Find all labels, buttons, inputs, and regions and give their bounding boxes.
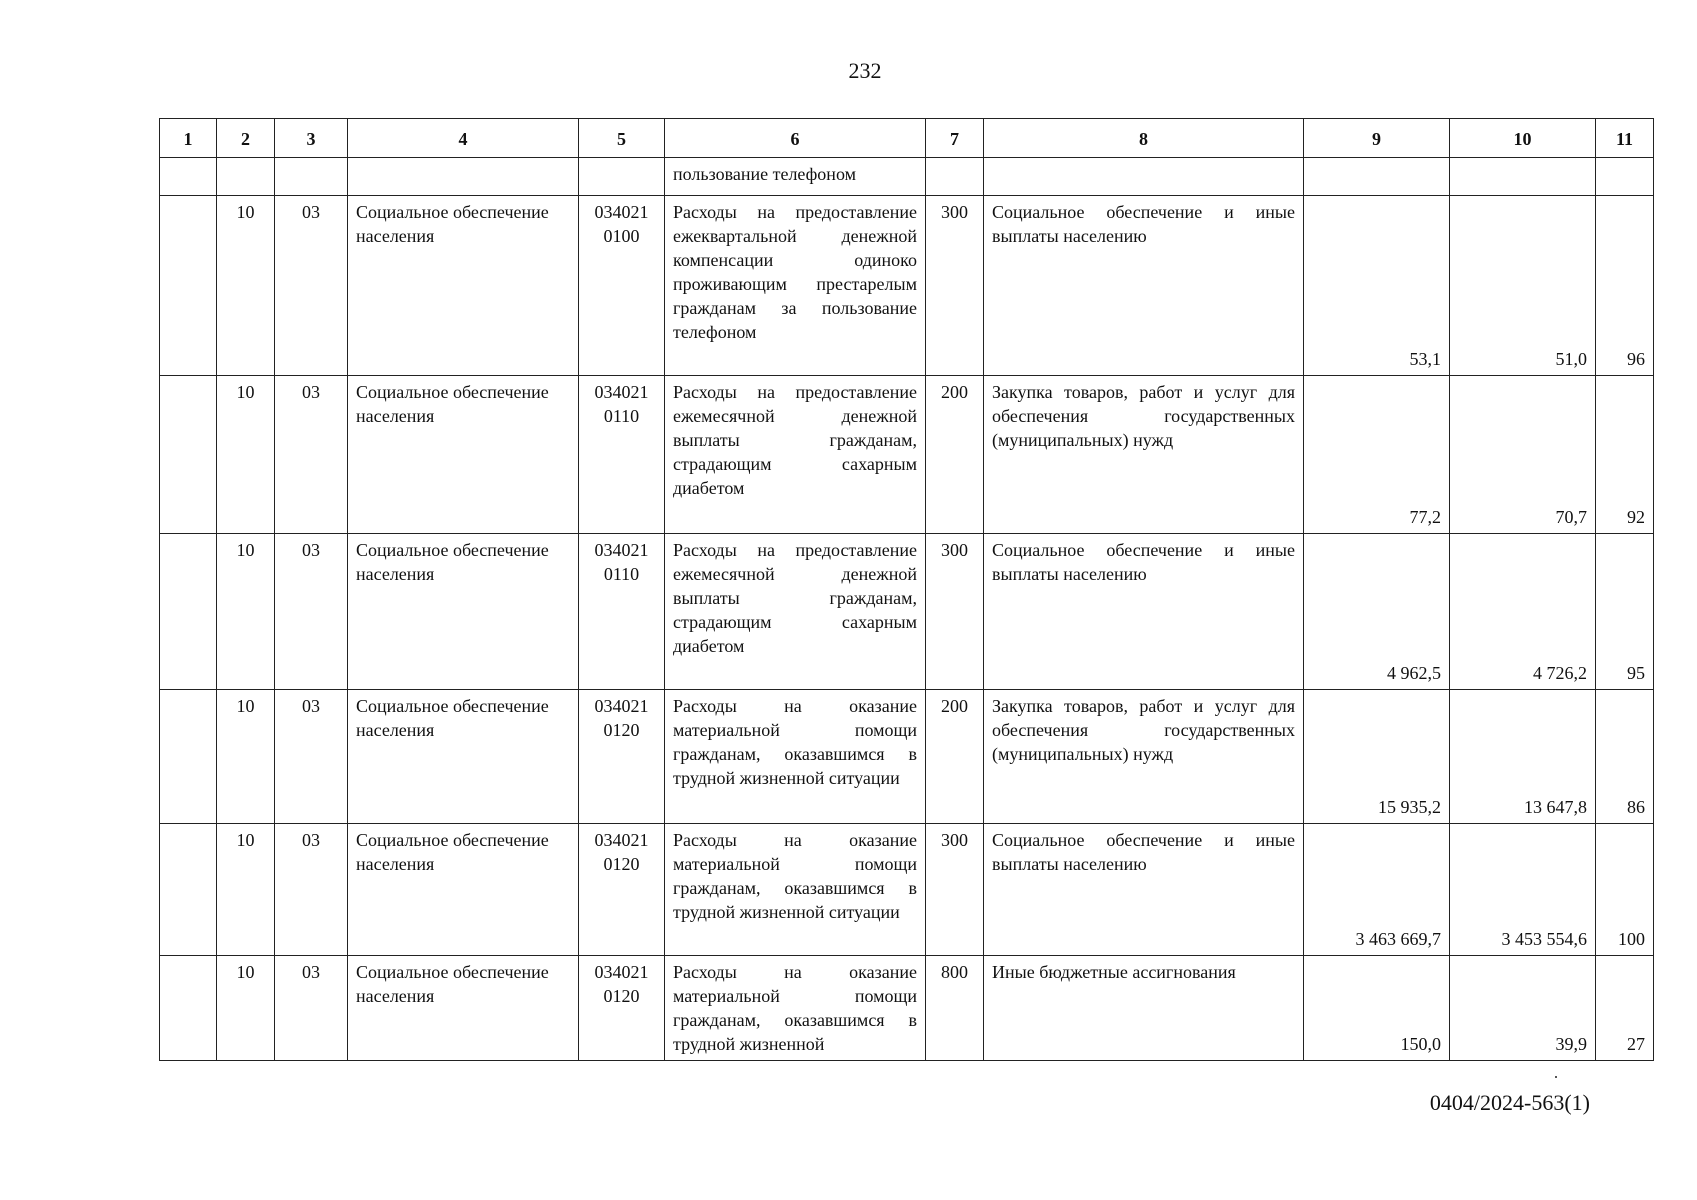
cell-target-code: 034021 0120 (579, 956, 665, 1061)
column-header: 6 (665, 119, 926, 158)
cell-subsection: 03 (275, 824, 348, 956)
table-row (160, 196, 1654, 376)
document-code: 0404/2024-563(1) (1429, 1090, 1590, 1115)
cell-subsection-name: Социальное обеспечение населения (348, 690, 579, 824)
column-header: 2 (217, 119, 275, 158)
cell-subsection: 03 (275, 196, 348, 376)
cell-col1 (160, 196, 217, 376)
cell-percent: 100 (1596, 824, 1654, 956)
cell-col1 (160, 158, 217, 196)
cell-subsection: 03 (275, 376, 348, 534)
cell-section: 10 (217, 534, 275, 690)
cell-subsection-name (348, 158, 579, 196)
cell-target-name: Расходы на предоставление ежеквартальной денежной компенсации одиноко проживающим престарелым гражданам за пользование телефоном (665, 196, 926, 376)
cell-target-code: 034021 0110 (579, 376, 665, 534)
cell-subsection-name: Социальное обеспечение населения (348, 956, 579, 1061)
cell-expense-type-name: Социальное обеспечение и иные выплаты населению (984, 196, 1304, 376)
cell-expense-type-name: Социальное обеспечение и иные выплаты населению (984, 534, 1304, 690)
cell-subsection-name: Социальное обеспечение населения (348, 376, 579, 534)
cell-plan: 53,1 (1304, 196, 1450, 376)
cell-section (217, 158, 275, 196)
column-header: 10 (1450, 119, 1596, 158)
cell-target-code: 034021 0120 (579, 690, 665, 824)
column-header: 1 (160, 119, 217, 158)
cell-actual: 13 647,8 (1450, 690, 1596, 824)
cell-plan: 150,0 (1304, 956, 1450, 1061)
cell-expense-type-name: Закупка товаров, работ и услуг для обеспечения государственных (муниципальных) нужд (984, 690, 1304, 824)
cell-section: 10 (217, 376, 275, 534)
cell-plan: 4 962,5 (1304, 534, 1450, 690)
cell-section: 10 (217, 690, 275, 824)
cell-target-name: пользование телефоном (665, 158, 926, 196)
table-row (160, 956, 1654, 1061)
cell-subsection-name: Социальное обеспечение населения (348, 534, 579, 690)
cell-actual: 39,9 (1450, 956, 1596, 1061)
cell-target-code: 034021 0110 (579, 534, 665, 690)
cell-col1 (160, 534, 217, 690)
cell-section: 10 (217, 824, 275, 956)
cell-subsection: 03 (275, 690, 348, 824)
cell-percent: 96 (1596, 196, 1654, 376)
cell-actual: 3 453 554,6 (1450, 824, 1596, 956)
cell-percent: 95 (1596, 534, 1654, 690)
cell-expense-type: 300 (926, 196, 984, 376)
cell-expense-type: 200 (926, 690, 984, 824)
cell-col1 (160, 690, 217, 824)
cell-expense-type: 300 (926, 534, 984, 690)
cell-actual: 51,0 (1450, 196, 1596, 376)
cell-section: 10 (217, 956, 275, 1061)
cell-section: 10 (217, 196, 275, 376)
cell-expense-type: 200 (926, 376, 984, 534)
cell-subsection-name: Социальное обеспечение населения (348, 824, 579, 956)
cell-target-code: 034021 0120 (579, 824, 665, 956)
cell-subsection (275, 158, 348, 196)
budget-table (159, 118, 1654, 1061)
cell-plan (1304, 158, 1450, 196)
table-row (160, 824, 1654, 956)
column-header: 5 (579, 119, 665, 158)
column-header: 11 (1596, 119, 1654, 158)
cell-actual: 70,7 (1450, 376, 1596, 534)
cell-expense-type-name: Иные бюджетные ассигнования (984, 956, 1304, 1061)
cell-expense-type: 300 (926, 824, 984, 956)
cell-expense-type (926, 158, 984, 196)
column-header: 9 (1304, 119, 1450, 158)
cell-target-code: 034021 0100 (579, 196, 665, 376)
page-number: 232 (848, 58, 882, 83)
header-row (160, 119, 1654, 158)
cell-target-name: Расходы на предоставление ежемесячной денежной выплаты гражданам, страдающим сахарным диабетом (665, 376, 926, 534)
cell-percent: 86 (1596, 690, 1654, 824)
cell-percent: 92 (1596, 376, 1654, 534)
table-row (160, 158, 1654, 196)
cell-subsection: 03 (275, 534, 348, 690)
cell-target-name: Расходы на оказание материальной помощи гражданам, оказавшимся в трудной жизненной ситуации (665, 824, 926, 956)
column-header: 8 (984, 119, 1304, 158)
cell-target-name: Расходы на оказание материальной помощи гражданам, оказавшимся в трудной жизненной ситуации (665, 690, 926, 824)
table-row (160, 690, 1654, 824)
cell-expense-type-name (984, 158, 1304, 196)
column-header: 7 (926, 119, 984, 158)
cell-percent: 27 (1596, 956, 1654, 1061)
column-header: 3 (275, 119, 348, 158)
cell-expense-type-name: Социальное обеспечение и иные выплаты населению (984, 824, 1304, 956)
cell-target-code (579, 158, 665, 196)
cell-col1 (160, 824, 217, 956)
cell-plan: 77,2 (1304, 376, 1450, 534)
cell-subsection: 03 (275, 956, 348, 1061)
cell-expense-type-name: Закупка товаров, работ и услуг для обеспечения государственных (муниципальных) нужд (984, 376, 1304, 534)
cell-target-name: Расходы на оказание материальной помощи гражданам, оказавшимся в трудной жизненной (665, 956, 926, 1061)
cell-subsection-name: Социальное обеспечение населения (348, 196, 579, 376)
cell-plan: 3 463 669,7 (1304, 824, 1450, 956)
cell-percent (1596, 158, 1654, 196)
cell-actual: 4 726,2 (1450, 534, 1596, 690)
cell-actual (1450, 158, 1596, 196)
table-row (160, 534, 1654, 690)
column-header: 4 (348, 119, 579, 158)
scan-speck (1555, 1076, 1557, 1078)
cell-plan: 15 935,2 (1304, 690, 1450, 824)
cell-col1 (160, 376, 217, 534)
table-row (160, 376, 1654, 534)
cell-col1 (160, 956, 217, 1061)
cell-target-name: Расходы на предоставление ежемесячной денежной выплаты гражданам, страдающим сахарным диабетом (665, 534, 926, 690)
cell-expense-type: 800 (926, 956, 984, 1061)
